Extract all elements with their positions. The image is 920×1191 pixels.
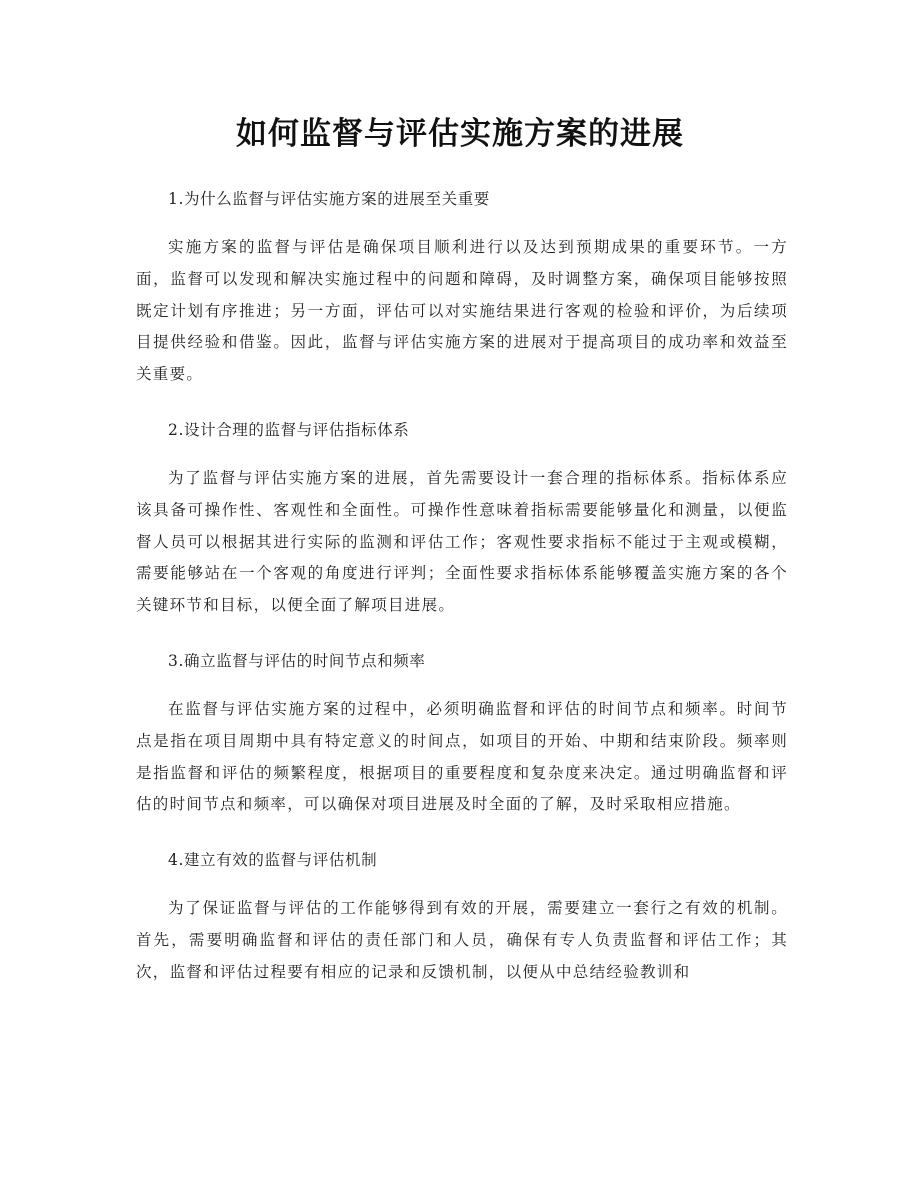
section-heading: 2.设计合理的监督与评估指标体系 [168, 420, 410, 439]
section-paragraph: 实施方案的监督与评估是确保项目顺利进行以及达到预期成果的重要环节。一方面，监督可以发现和解决实施过程中的问题和障碍，及时调整方案，确保项目能够按照既定计划有序推进；另一方面，评估可以对实施结果进行客观的检验和评价，为后续项目提供经验和借鉴。因此，监督与评估实施方案的进展对于提高项目的成功率和效益至关重要。 [136, 238, 788, 384]
section-2 [136, 411, 788, 622]
section-paragraph: 在监督与评估实施方案的过程中，必须明确监督和评估的时间节点和频率。时间节点是指在项目周期中具有特定意义的时间点，如项目的开始、中期和结束阶段。频率则是指监督和评估的频繁程度，根据项目的重要程度和复杂度来决定。通过明确监督和评估的时间节点和频率，可以确保对项目进展及时全面的了解，及时采取相应措施。 [136, 699, 788, 814]
section-heading: 4.建立有效的监督与评估机制 [168, 851, 378, 870]
section-4 [136, 841, 788, 988]
section-1 [136, 180, 788, 391]
section-paragraph: 为了保证监督与评估的工作能够得到有效的开展，需要建立一套行之有效的机制。首先，需要明确监督和评估的责任部门和人员，确保有专人负责监督和评估工作；其次，监督和评估过程要有相应的记录和反馈机制，以便从中总结经验教训和 [136, 899, 788, 981]
document-body [136, 180, 788, 1009]
section-heading: 1.为什么监督与评估实施方案的进展至关重要 [168, 190, 490, 208]
section-3 [136, 642, 788, 821]
section-paragraph: 为了监督与评估实施方案的进展，首先需要设计一套合理的指标体系。指标体系应该具备可操作性、客观性和全面性。可操作性意味着指标需要能够量化和测量，以便监督人员可以根据其进行实际的监测和评估工作；客观性要求指标不能过于主观或模糊，需要能够站在一个客观的角度进行评判；全面性要求指标体系能够覆盖实施方案的各个关键环节和目标，以便全面了解项目进展。 [136, 468, 788, 615]
document-title: 如何监督与评估实施方案的进展 [236, 116, 684, 152]
section-heading: 3.确立监督与评估的时间节点和频率 [168, 651, 426, 670]
